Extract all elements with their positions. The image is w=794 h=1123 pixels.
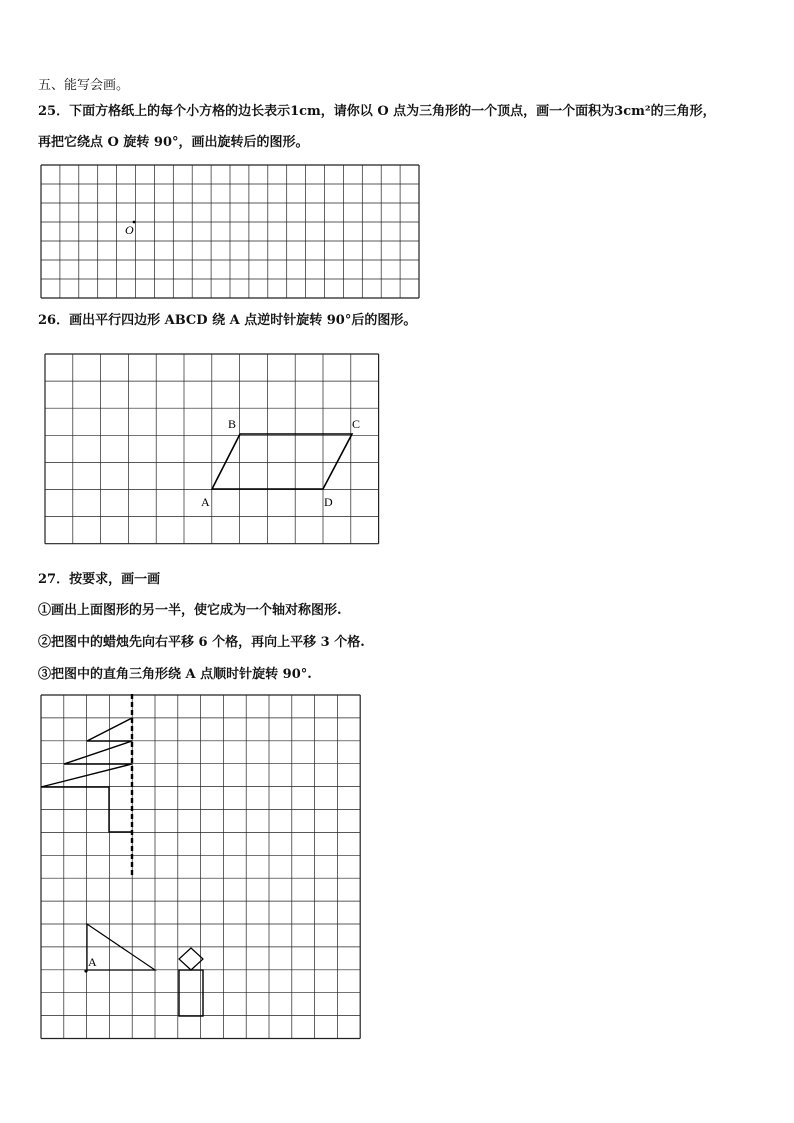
question-27-title: 27．按要求，画一画	[38, 572, 161, 587]
question-27-item-2: ②把图中的蜡烛先向右平移 6 个格，再向上平移 3 个格.	[38, 635, 365, 650]
section-heading: 五、能写会画。	[38, 78, 130, 93]
candle-flame	[179, 948, 203, 970]
q27-point-a-label: A	[88, 955, 97, 969]
q26-label-a: A	[201, 495, 210, 509]
q26-label-d: D	[324, 495, 333, 509]
q27-grid	[41, 695, 360, 1039]
q26-label-b: B	[228, 417, 237, 431]
question-25-line-1: 25．下面方格纸上的每个小方格的边长表示1cm，请你以 O 点为三角形的一个顶点，画一个面积为3cm²的三角形，	[38, 104, 716, 119]
question-27-item-3: ③把图中的直角三角形绕 A 点顺时针旋转 90°.	[38, 667, 312, 682]
q26-label-c: C	[352, 417, 361, 431]
q25-point-o-label: O	[125, 223, 134, 237]
question-26-text: 26．画出平行四边形 ABCD 绕 A 点逆时针旋转 90°后的图形。	[38, 313, 417, 328]
question-25-line-2: 再把它绕点 O 旋转 90°，画出旋转后的图形。	[38, 135, 309, 150]
q27-point-a-dot	[84, 969, 87, 972]
question-27-item-1: ①画出上面图形的另一半，使它成为一个轴对称图形.	[38, 603, 342, 618]
